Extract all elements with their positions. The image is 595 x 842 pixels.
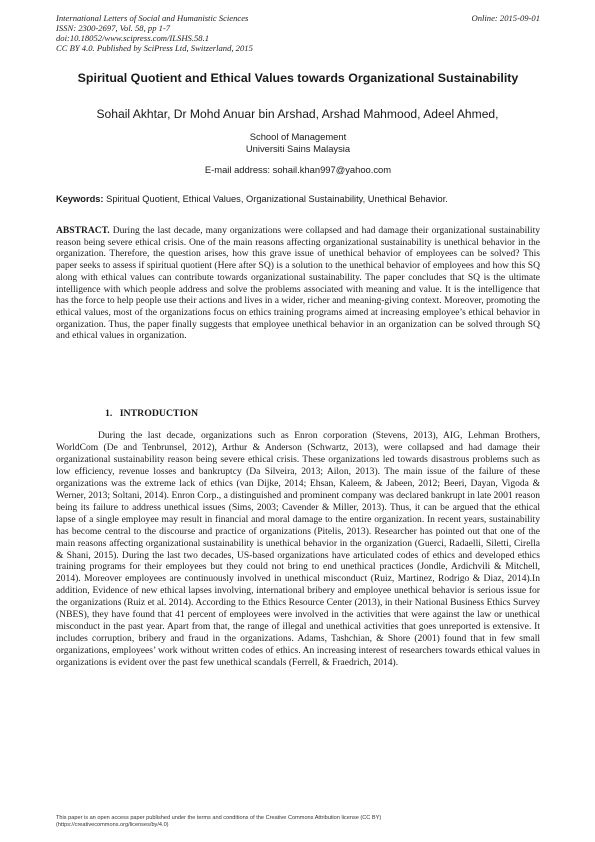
license-footer [56, 815, 540, 829]
paper-title: Spiritual Quotient and Ethical Values towards Organizational Sustainability [77, 71, 519, 85]
journal-header [56, 13, 540, 53]
abstract-text: During the last decade, many organizations were collapsed and had damage their organizational sustainability reason being severe ethical crisis. One of the main reasons affecting organizational sustainability is unethical behavior in the organization. Therefore, the question arises, how this grave issue of unethical behavior of employees can be solved? This paper seeks to assess if spiritual quotient (Here after SQ) is a solution to the unethical behavior of employees and how this SQ along with ethical values can contribute towards organizational sustainability. The paper concludes that SQ is the ultimate intelligence with which people address and solve the problems associated with meaning and value. It is the intelligence that has the force to help people use their actions and lives in a wider, richer and meaning-giving context. Moreover, promoting the ethical values, most of the organizations focus on ethics training programs aimed at increasing employee’s ethical behavior in organization. Thus, the paper finally suggests that employee unethical behavior in an organization can be solved through SQ and ethical values in organization. [56, 225, 541, 342]
journal-issn: ISSN: 2300-2697, Vol. 58, pp 1-7 [56, 23, 171, 34]
contact-email: E-mail address: sohail.khan997@yahoo.com [204, 164, 392, 175]
keywords [56, 193, 540, 205]
section-heading [105, 408, 198, 420]
affiliation-university: Universiti Sains Malaysia [245, 143, 351, 154]
keywords-label: Keywords: [56, 194, 104, 204]
abstract [56, 225, 540, 342]
introduction-paragraph: During the last decade, organizations such as Enron corporation (Stevens, 2013), AIG, Lehman Brothers, WorldCom (De and Tenbrunsel, 2012), Arthur & Anderson (Schwartz, 2013), were collapsed and had damage their organizational sustainability reason being severe ethical crisis. These organizations led towards disastrous problems such as low efficiency, revenue losses and bankruptcy (Da Silveira, 2013; Ailon, 2013). The main issue of the failure of these organizations was the extreme lack of ethics (van Dijke, 2014; Ehsan, Kaleem, & Jabeen, 2012; Beeri, Dayan, Vigoda & Werner, 2013; Soltani, 2014). Enron Corp., a distinguished and prominent company was declared bankrupt in late 2001 reason being its failure to address unethical issues (Sims, 2003; Cavender & Miller, 2013). Thus, it can be argued that the ethical lapse of a single employee may result in financial and moral damage to the entire organization. In recent years, sustainability has become central to the discourse and practice of organizations (Pitelis, 2013). Researcher has pointed out that one of the main reasons affecting organizational sustainability is unethical behavior in the organization (Guerci, Radaelli, Siletti, Cirella & Shani, 2015). During the last two decades, US-based organizations have articulated codes of ethics and developed ethics training programs for their employees but they could not bring to end unethical practices (Jondle, Ardichvili & Mitchell, 2014). Moreover employees are continuously involved in unethical misconduct (Ruiz, Martinez, Rodrigo & Diaz, 2014).In addition, Evidence of new ethical lapses involving, international bribery and employee unethical behavior is serious issue for the organizations (Ruiz et al. 2014). According to the Ethics Resource Center (2013), in their National Business Ethics Survey (NBES), they have found that 41 percent of employees were involved in the activities that were against the law or unethical misconduct in the past year. Apart from that, the range of illegal and unethical activities that goes unreported is extensive. It includes corruption, bribery and fraud in the organizations. Adams, Tashchian, & Shore (2001) found that in few small organizations, employees’ work without written codes of ethics. An increasing interest of researchers towards ethical values in organizations is evident over the past few unethical scandals (Ferrell, & Fraedrich, 2014). [56, 430, 540, 669]
journal-license: CC BY 4.0. Published by SciPress Ltd, Switzerland, 2015 [56, 43, 253, 54]
author-list: Sohail Akhtar, Dr Mohd Anuar bin Arshad, Arshad Mahmood, Adeel Ahmed, [96, 107, 499, 121]
affiliation [56, 131, 540, 155]
journal-doi: doi:10.18052/www.scipress.com/ILSHS.58.1 [56, 33, 210, 44]
abstract-label: ABSTRACT. [56, 225, 110, 236]
keywords-text: Spiritual Quotient, Ethical Values, Organizational Sustainability, Unethical Behavior. [106, 194, 448, 204]
license-footer-line1: This paper is an open access paper published under the terms and conditions of the Creative Commons Attribution license (CC BY) [56, 815, 382, 821]
license-footer-line2: (https://creativecommons.org/licenses/by/4.0) [56, 822, 169, 828]
journal-name: International Letters of Social and Humanistic Sciences [56, 13, 249, 23]
section-number: 1. [105, 408, 113, 419]
affiliation-school: School of Management [249, 131, 347, 142]
section-title: INTRODUCTION [119, 408, 199, 419]
online-date: Online: 2015-09-01 [471, 13, 540, 23]
